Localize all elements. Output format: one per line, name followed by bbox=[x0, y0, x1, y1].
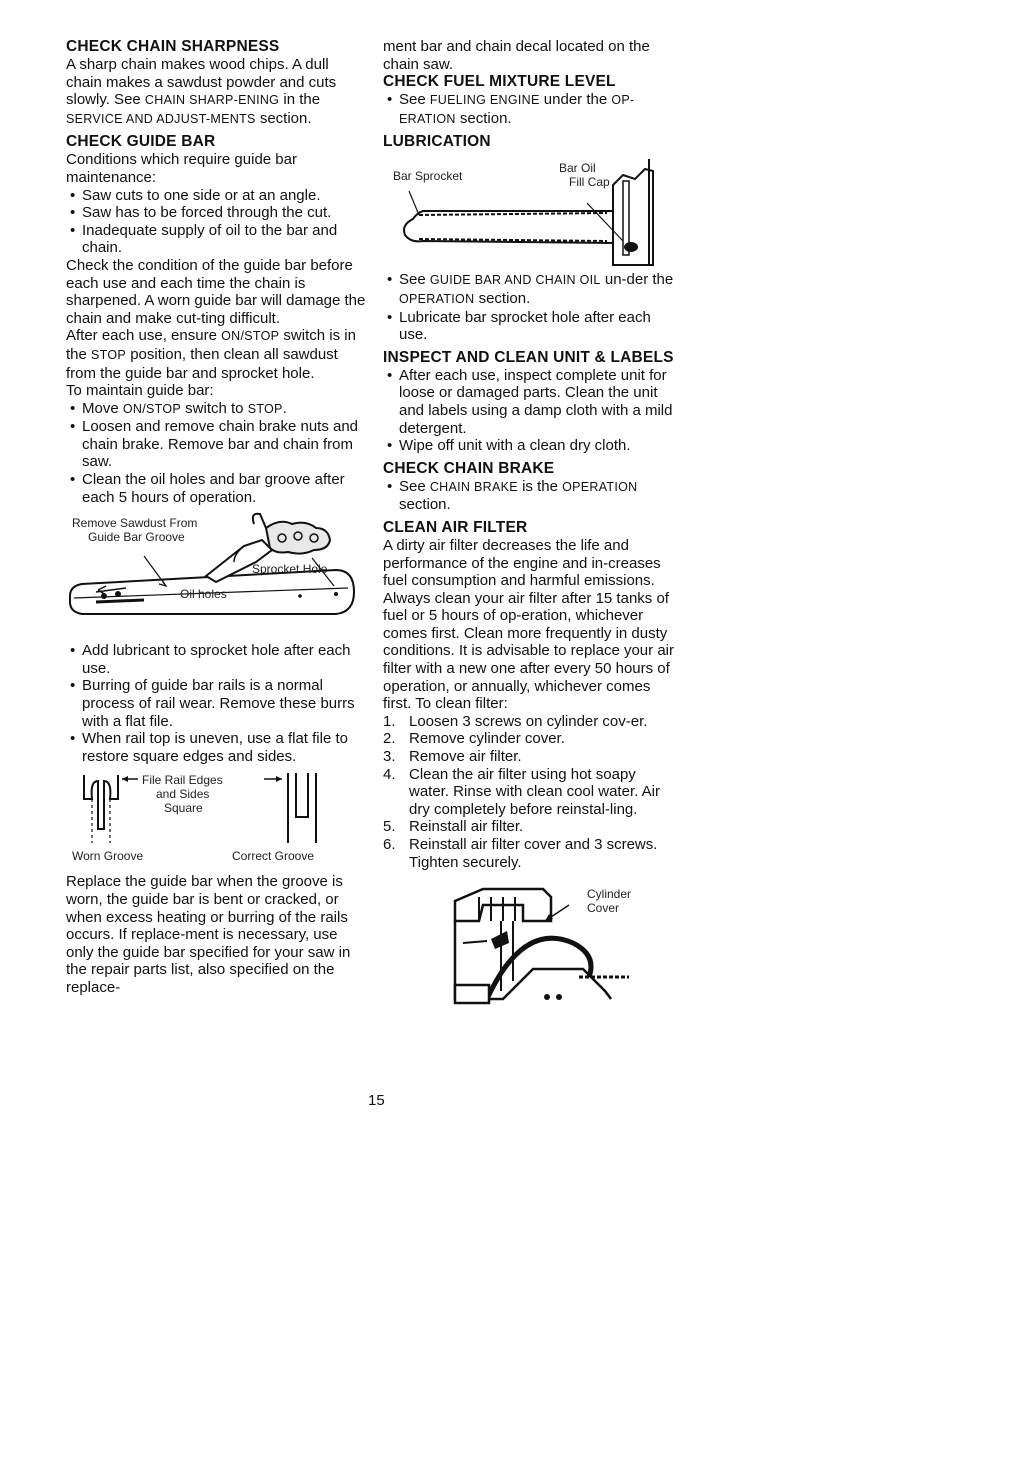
list-item: 4. Clean the air filter using hot soapy water. Rinse with clean cool water. Air dry completely before reinstal-ling. bbox=[383, 765, 660, 818]
inspect-clean-heading: INSPECT AND CLEAN UNIT & LABELS bbox=[383, 348, 674, 366]
clean-air-filter-heading: CLEAN AIR FILTER bbox=[383, 518, 528, 536]
list-item: • When rail top is uneven, use a flat file to restore square edges and sides. bbox=[66, 730, 366, 765]
list-item: • Wipe off unit with a clean dry cloth. bbox=[383, 437, 675, 455]
list-item: 1. Loosen 3 screws on cylinder cov-er. bbox=[383, 712, 648, 730]
guide-bar-intro: Conditions which require guide bar maintenance: bbox=[66, 151, 297, 186]
after-use-text: After each use, ensure ON/STOP switch is in the STOP position, then clean all sawdust from the guide bar and sprocket hole. bbox=[66, 327, 356, 382]
page-number: 15 bbox=[368, 1092, 385, 1109]
maintain-intro: To maintain guide bar: bbox=[66, 382, 214, 400]
filter-steps-list bbox=[383, 713, 675, 871]
check-fuel-mixture-heading: CHECK FUEL MIXTURE LEVEL bbox=[383, 73, 616, 91]
correct-groove-label: Correct Groove bbox=[232, 849, 315, 864]
maintain-steps-list bbox=[66, 400, 366, 507]
check-chain-sharpness-heading: CHECK CHAIN SHARPNESS bbox=[66, 38, 280, 55]
fill-cap-label: Fill Cap bbox=[569, 175, 610, 190]
inspect-list bbox=[383, 367, 675, 455]
list-item: • Clean the oil holes and bar groove after each 5 hours of operation. bbox=[66, 471, 366, 506]
remove-sawdust-label: Remove Sawdust From bbox=[72, 516, 198, 531]
list-item: • Saw has to be forced through the cut. bbox=[66, 204, 366, 222]
square-label: Square bbox=[164, 801, 203, 816]
cylinder-label: Cylinder bbox=[587, 887, 632, 902]
list-item: • Move ON/STOP switch to STOP. bbox=[66, 400, 366, 419]
replace-guide-bar-text: Replace the guide bar when the groove is worn, the guide bar is bent or cracked, or when excess heating or burring of the rails occurs. If replace-ment is necessary, use only the guide bar specified for your saw in the repair parts list, also specified on the replace- bbox=[66, 873, 351, 996]
guide-bar-cleaning-figure bbox=[66, 510, 366, 638]
check-guide-bar-heading: CHECK GUIDE BAR bbox=[66, 133, 216, 151]
guide-bar-groove-label: Guide Bar Groove bbox=[88, 530, 185, 545]
left-column bbox=[66, 38, 366, 997]
list-item: • Saw cuts to one side or at an angle. bbox=[66, 187, 366, 205]
list-item: • Burring of guide bar rails is a normal process of rail wear. Remove these burrs with a flat file. bbox=[66, 677, 366, 730]
lubrication-figure bbox=[383, 155, 675, 267]
sprocket-hole-label: Sprocket Hole bbox=[252, 562, 328, 577]
list-item: 6. Reinstall air filter cover and 3 screws. Tighten securely. bbox=[383, 836, 658, 871]
oil-holes-label: Oil holes bbox=[180, 587, 227, 602]
list-item: • See GUIDE BAR AND CHAIN OIL un-der the OPERATION section. bbox=[383, 271, 675, 308]
lubrication-list bbox=[383, 271, 675, 343]
list-item: • Inadequate supply of oil to the bar and chain. bbox=[66, 222, 366, 257]
right-column bbox=[383, 38, 675, 1015]
list-item: 5. Reinstall air filter. bbox=[383, 818, 524, 836]
list-item: • Lubricate bar sprocket hole after each use. bbox=[383, 309, 675, 344]
list-item: • Add lubricant to sprocket hole after each use. bbox=[66, 642, 366, 677]
bar-oil-label: Bar Oil bbox=[559, 161, 596, 176]
cover-label: Cover bbox=[587, 901, 620, 916]
file-rail-edges-label: File Rail Edges bbox=[142, 773, 223, 788]
list-item: • After each use, inspect complete unit for loose or damaged parts. Clean the unit and labels using a damp cloth with a mild detergent. bbox=[383, 367, 675, 437]
brake-list bbox=[383, 478, 675, 514]
list-item: • Loosen and remove chain brake nuts and chain brake. Remove bar and chain from saw. bbox=[66, 418, 366, 471]
cylinder-cover-figure bbox=[383, 881, 675, 1011]
chain-sharpness-text: A sharp chain makes wood chips. A dull chain makes a sawdust powder and cuts slowly. See CHAIN SHARP-ENING in the SERVICE AND ADJUST-MENTS section. bbox=[66, 56, 337, 127]
worn-groove-label: Worn Groove bbox=[72, 849, 144, 864]
guide-bar-check-text: Check the condition of the guide bar before each use and each time the chain is sharpened. A worn guide bar will damage the chain and make cut-ting difficult. bbox=[66, 256, 366, 327]
and-sides-label: and Sides bbox=[156, 787, 210, 802]
list-item: 3. Remove air filter. bbox=[383, 748, 522, 766]
list-item: 2. Remove cylinder cover. bbox=[383, 730, 565, 748]
check-chain-brake-heading: CHECK CHAIN BRAKE bbox=[383, 459, 555, 477]
groove-comparison-figure bbox=[66, 769, 366, 869]
list-item: • See CHAIN BRAKE is the OPERATION section. bbox=[383, 478, 675, 514]
air-filter-text: A dirty air filter decreases the life and performance of the engine and in-creases fuel consumption and harmful emissions. Always clean your air filter after 15 tanks of fuel or 5 hours of op-eration, whichever comes first. Clean more frequently in dusty conditions. It is advisable to replace your air filter with a new one after every 50 hours of operation, or annually, whichever comes first. To clean filter: bbox=[383, 536, 674, 713]
guide-bar-conditions-list bbox=[66, 187, 366, 257]
rail-maintenance-list bbox=[66, 642, 366, 765]
list-item: • See FUELING ENGINE under the OP-ERATION section. bbox=[383, 91, 675, 128]
lubrication-heading: LUBRICATION bbox=[383, 133, 491, 151]
continued-text: ment bar and chain decal located on the chain saw. bbox=[383, 38, 650, 73]
fuel-list bbox=[383, 91, 675, 128]
bar-sprocket-label: Bar Sprocket bbox=[393, 169, 463, 184]
